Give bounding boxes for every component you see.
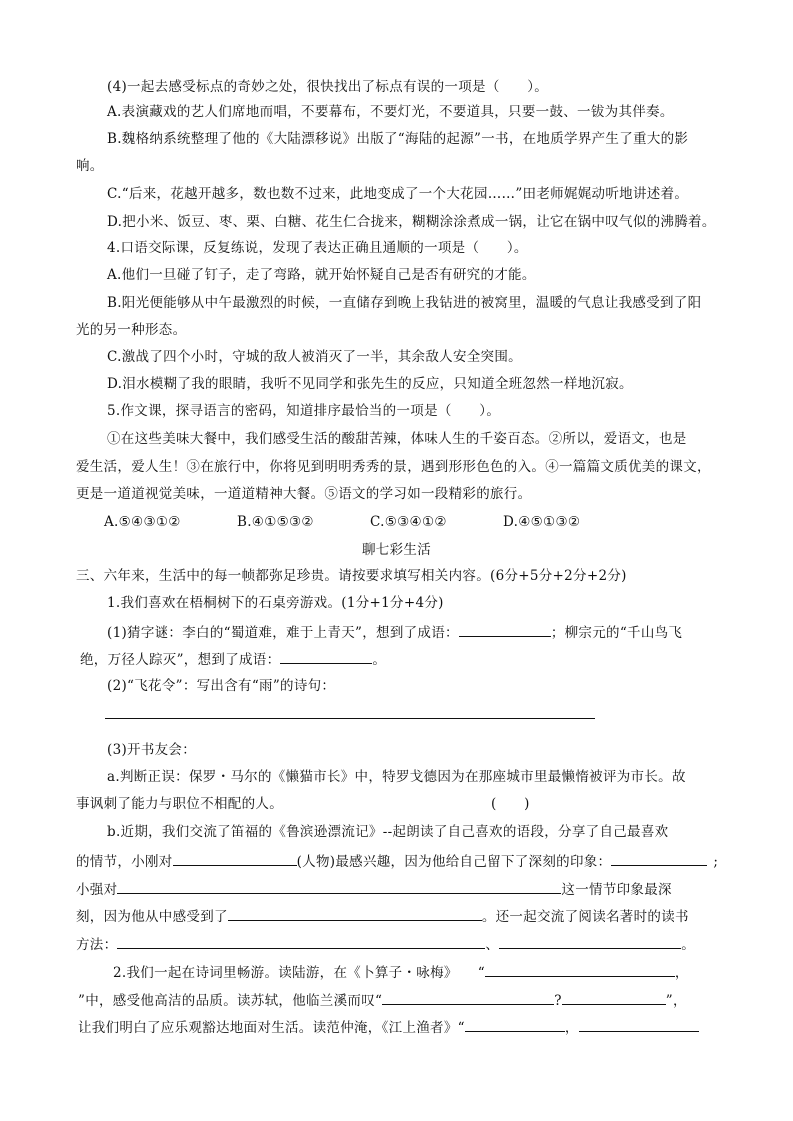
su-shi-blank-2[interactable]	[562, 990, 666, 1005]
true-false-answer-paren[interactable]: ( )	[491, 796, 530, 812]
plot-blank[interactable]	[117, 879, 561, 894]
s3-q1-3-b-line5	[76, 934, 695, 954]
reading-method-blank-2[interactable]	[499, 934, 681, 949]
q2-text-b: “	[477, 965, 485, 981]
plum-poem-blank-1[interactable]	[485, 962, 675, 977]
q2-3-text-b: ，	[564, 1020, 579, 1036]
b2-text-a: 的情节，小刚对	[76, 854, 173, 870]
b5-text-b: 、	[485, 937, 500, 953]
q4-4-option-c: C.“后来，花越开越多，数也数不过来，此地变成了一个大花园……”田老师娓娓动听地讲述着。	[107, 186, 689, 202]
q2-2-text-b: ?	[554, 993, 562, 1009]
q5-passage-line-2: 爱生活，爱人生！③在旅行中，你将见到明明秀秀的景，遇到形形色色的入。④一篇篇文质优美的课文，	[76, 459, 711, 475]
q5-passage-line-1: ①在这些美味大餐中，我们感受生活的酸甜苦辣，体味人生的千姿百态。②所以，爱语文，也是	[107, 431, 687, 447]
b4-text-a: 刻，因为他从中感受到了	[76, 909, 228, 925]
fan-zhongyan-blank-2[interactable]	[579, 1017, 699, 1032]
b2-text-c: ;	[713, 854, 719, 870]
s3-q2-line2	[78, 990, 687, 1010]
q2-text-a: 2.我们一起在诗词里畅游。读陆游，在《卜算子・咏梅》	[113, 965, 458, 981]
s3-q1-1-line2	[80, 649, 386, 669]
b4-text-b: 。还一起交流了阅读名著时的读书	[481, 909, 689, 925]
q4-4-option-b: B.魏格纳系统整理了他的《大陆漂移说》出版了“海陆的起源”一书，在地质学界产生了重大的影	[107, 131, 689, 147]
s3-q1-3-stem: (3)开书友会：	[107, 742, 197, 758]
s3-q1-1-text-d: 。	[372, 652, 387, 668]
b5-text-a: 方法：	[76, 937, 118, 953]
q5-option-a: A.⑤④③①②	[104, 514, 181, 530]
q4-4-option-b-cont: 响。	[76, 158, 104, 174]
q2-3-text-a: 让我们明白了应乐观豁达地面对生活。读范仲淹，《江上渔者》“	[78, 1020, 465, 1036]
idiom-answer-blank-1[interactable]	[459, 622, 551, 637]
reading-method-blank-1[interactable]	[117, 934, 485, 949]
s3-q2-line1	[113, 962, 689, 982]
s3-q1-3-b-line4	[76, 906, 689, 926]
s3-q1-3-a-line2: 事讽刺了能力与职位不相配的人。	[76, 796, 283, 812]
section-title: 聊七彩生活	[362, 542, 431, 558]
s3-q1-1-text-b: ；柳宗元的“千山鸟飞	[550, 625, 683, 641]
q4-option-b: B.阳光便能够从中午最激烈的时候，一直储存到晚上我钻进的被窝里，温暖的气息让我感受到了阳	[107, 295, 702, 311]
b3-text-b: 这一情节印象最深	[561, 882, 672, 898]
q2-text-c: ，	[674, 965, 689, 981]
q2-2-text-c: ”，	[665, 993, 687, 1009]
section-3-heading: 三、六年来，生活中的每一帧都弥足珍贵。请按要求填写相关内容。(6分+5分+2分+2分)	[76, 568, 627, 584]
feeling-blank[interactable]	[228, 906, 482, 921]
s3-q1-2-stem: (2)“飞花令”：写出含有“雨”的诗句：	[107, 678, 336, 694]
impression-blank[interactable]	[611, 851, 707, 866]
q4-4-option-a: A.表演藏戏的艺人们席地而唱，不要幕布，不要灯光，不要道具，只要一鼓、一钹为其伴奏。	[107, 104, 674, 120]
q5-option-c: C.⑤③④①②	[370, 514, 447, 530]
s3-q1-1-line1	[107, 622, 682, 642]
q4-option-b-cont: 光的另一种形态。	[76, 322, 187, 338]
q5-option-d: D.④⑤①③②	[503, 514, 581, 530]
q5-passage-line-3: 更是一道道视觉美味，一道道精神大餐。⑤语文的学习如一段精彩的旅行。	[76, 486, 532, 502]
s3-q1-stem: 1.我们喜欢在梧桐树下的石桌旁游戏。(1分+1分+4分)	[107, 595, 444, 611]
q5-option-b: B.④①⑤③②	[237, 514, 314, 530]
s3-q1-3-b-line2	[76, 851, 718, 871]
character-name-blank[interactable]	[173, 851, 297, 866]
q4-4-stem: (4)一起去感受标点的奇妙之处，很快找出了标点有误的一项是（ ）。	[107, 79, 549, 95]
q4-option-a: A.他们一旦碰了钉子，走了弯路，就开始怀疑自己是否有研究的才能。	[107, 267, 536, 283]
s3-q2-line3	[78, 1017, 699, 1037]
b5-text-c: 。	[681, 937, 696, 953]
q5-stem: 5.作文课，探寻语言的密码，知道排序最恰当的一项是（ ）。	[107, 403, 501, 419]
s3-q1-1-text-c: 绝，万径人踪灭”，想到了成语：	[80, 652, 281, 668]
b2-text-b: (人物)最感兴趣，因为他给自己留下了深刻的印象：	[296, 854, 612, 870]
poem-line-answer-blank[interactable]	[105, 718, 595, 719]
idiom-answer-blank-2[interactable]	[280, 649, 372, 664]
s3-q1-3-b-line3	[76, 879, 672, 899]
s3-q1-1-text-a: (1)猜字谜：李白的“蜀道难，难于上青天”，想到了成语：	[107, 625, 459, 641]
q4-option-d: D.泪水模糊了我的眼睛，我听不见同学和张先生的反应，只知道全班忽然一样地沉寂。	[107, 376, 633, 392]
su-shi-blank-1[interactable]	[382, 990, 554, 1005]
q2-2-text-a: ”中，感受他高洁的品质。读苏轼，他临兰溪而叹“	[78, 993, 383, 1009]
q4-stem: 4.口语交际课，反复练说，发现了表达正确且通顺的一项是（ ）。	[107, 240, 528, 256]
fan-zhongyan-blank-1[interactable]	[465, 1017, 565, 1032]
b3-text-a: 小强对	[76, 882, 118, 898]
s3-q1-3-b-line1: b.近期，我们交流了笛福的《鲁滨逊漂流记》--起朗读了自己喜欢的语段，分享了自己最喜欢	[107, 824, 669, 840]
s3-q1-3-a-line1: a.判断正误：保罗・马尔的《懒猫市长》中，特罗戈德因为在那座城市里最懒惰被评为市长。故	[107, 769, 686, 785]
q4-4-option-d: D.把小米、饭豆、枣、栗、白糖、花生仁合拢来，糊糊涂涂煮成一锅，让它在锅中叹气似的沸腾着。	[107, 214, 716, 230]
q4-option-c: C.激战了四个小时，守城的敌人被消灭了一半，其余敌人安全突围。	[107, 349, 522, 365]
